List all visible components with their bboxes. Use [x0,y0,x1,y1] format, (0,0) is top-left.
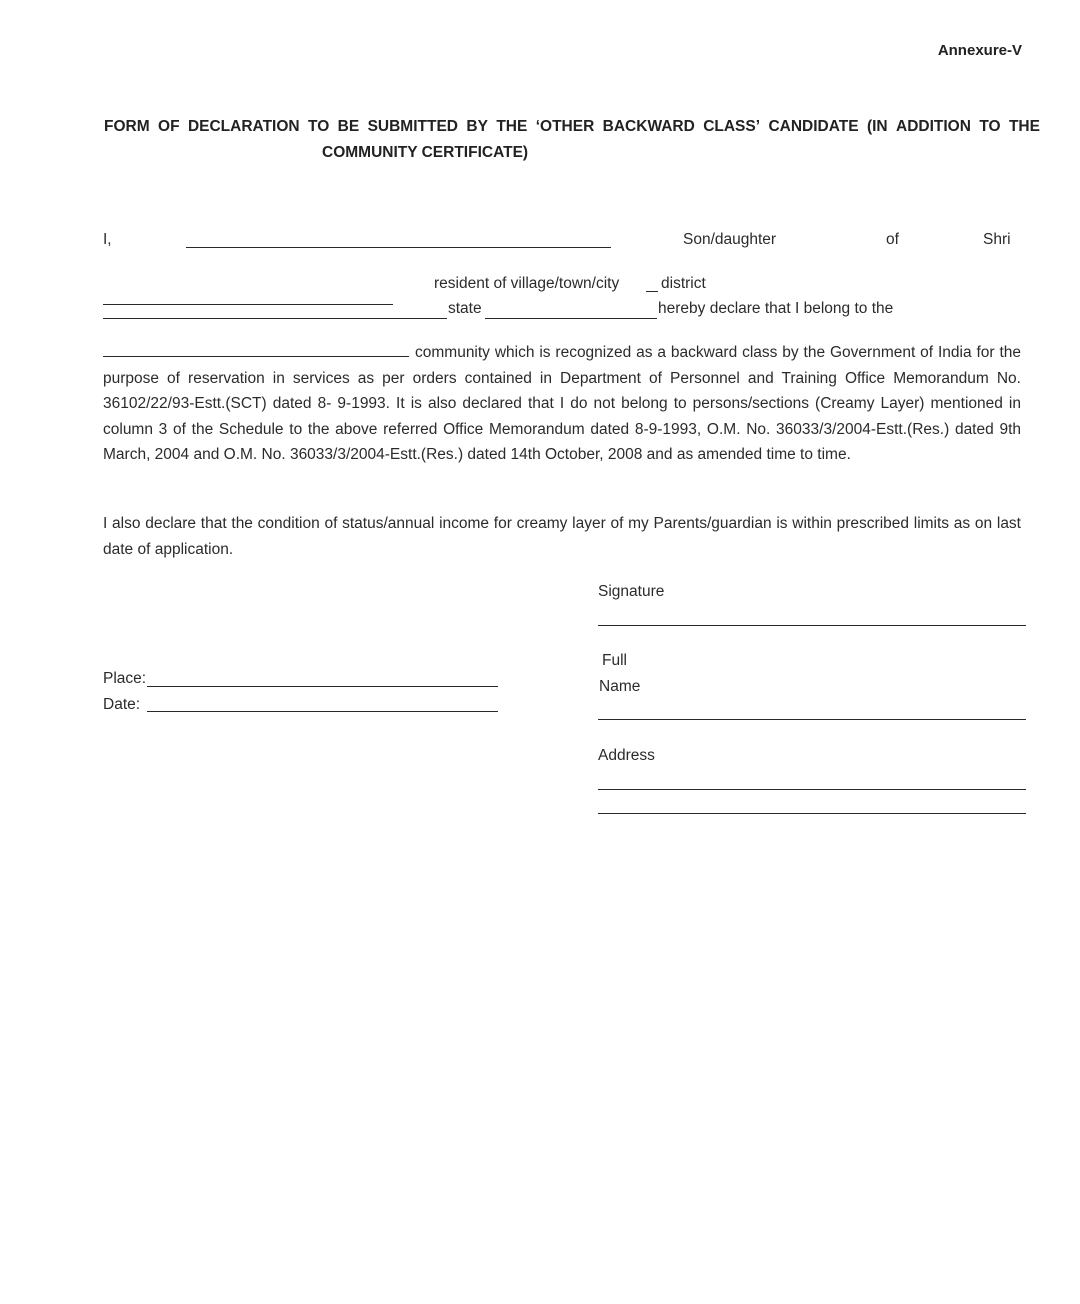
place-label: Place: [103,670,147,687]
hereby-label: hereby declare that I belong to the [658,300,894,317]
district-label: district [661,275,706,292]
full-name-blank-line[interactable] [598,719,1026,720]
address-label: Address [598,747,655,764]
community-paragraph-text: community which is recognized as a backward class by the Government of India for the purpose of reservation in services as per orders contained in Department of Personnel and Training Office Memorandum No. 36102/22/93-Estt.(SCT) dated 8- 9-1993. It is also declared that I do not belong to persons/sections (Creamy Layer) mentioned in column 3 of the Schedule to the above referred Office Memorandum dated 8-9-1993, O.M. No. 36033/3/2004-Estt.(Res.) dated 9th March, 2004 and O.M. No. 36033/3/2004-Estt.(Res.) dated 14th October, 2008 and as amended time to time. [103,344,1021,464]
title-word: BE [337,118,360,135]
community-blank-line[interactable] [103,344,409,357]
title-word: OF [158,118,180,135]
son-daughter-label: Son/daughter [683,231,777,248]
title-word: BACKWARD [602,118,695,135]
resident-label: resident of village/town/city [434,275,620,292]
title-word: (IN [866,118,888,135]
annexure-label: Annexure-V [937,42,1022,59]
i-label: I, [103,231,112,248]
title-word: BY [466,118,488,135]
district-blank-line[interactable] [103,318,447,319]
form-title-line2: COMMUNITY CERTIFICATE) [322,144,529,161]
title-word: FORM [104,118,150,135]
title-word: DECLARATION [187,118,300,135]
title-word: TO [308,118,330,135]
title-word: CANDIDATE [768,118,859,135]
community-paragraph [103,340,1021,468]
address-blank-line-1[interactable] [598,789,1026,790]
title-word: SUBMITTED [367,118,458,135]
title-word: THE [1008,118,1040,135]
state-blank-line[interactable] [485,318,657,319]
income-paragraph: I also declare that the condition of status/annual income for creamy layer of my Parents/guardian is within prescribed limits as on last date of application. [103,515,1021,558]
name-blank-line[interactable] [186,247,611,248]
title-word: THE [496,118,528,135]
name-label: Name [599,678,641,695]
form-title [104,118,1040,162]
title-word: ‘OTHER [535,118,595,135]
date-label: Date: [103,696,141,713]
address-blank-line-2[interactable] [598,813,1026,814]
date-blank-line[interactable] [147,711,498,712]
shri-label: Shri [983,231,1011,248]
signature-label: Signature [598,583,665,600]
signature-blank-line[interactable] [598,625,1026,626]
state-label: state [448,300,482,317]
place-blank-line[interactable] [147,686,498,687]
city-blank-line[interactable] [646,291,658,292]
of-label: of [886,231,899,248]
title-word: ADDITION [896,118,971,135]
title-word: CLASS’ [703,118,761,135]
title-word: TO [979,118,1001,135]
form-title-line1 [104,118,1040,136]
full-label: Full [602,652,627,669]
father-name-blank-line[interactable] [103,304,393,305]
